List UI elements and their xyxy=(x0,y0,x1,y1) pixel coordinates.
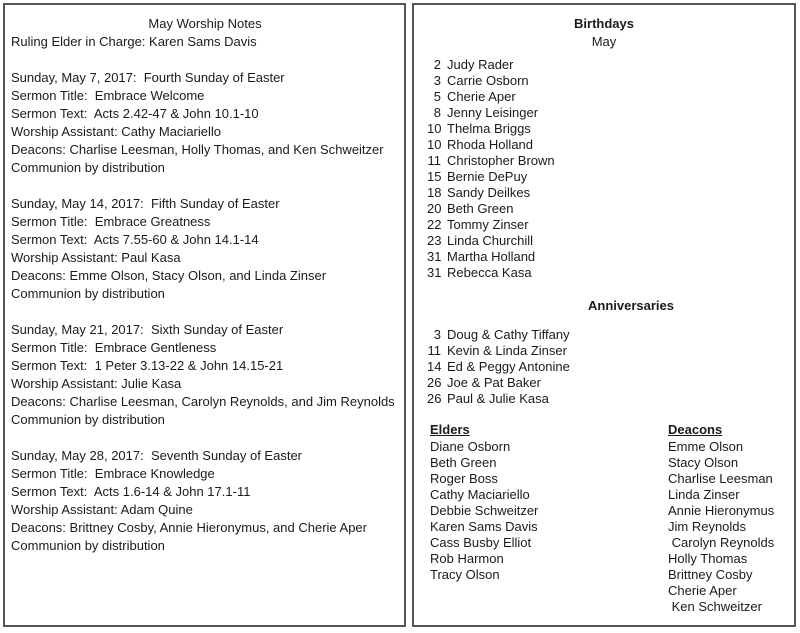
deacons-line: Deacons: Emme Olson, Stacy Olson, and Linda Zinser xyxy=(11,268,327,283)
birthday-item xyxy=(427,121,794,137)
deacon-name: Emme Olson xyxy=(668,439,744,454)
birthday-item xyxy=(427,169,794,185)
deacon-name: Annie Hieronymus xyxy=(668,503,775,518)
birthday-day: 8 xyxy=(433,105,441,120)
ruling-elder-line: Ruling Elder in Charge: Karen Sams Davis xyxy=(11,34,257,49)
deacon-name: Ken Schweitzer xyxy=(668,599,762,614)
birthday-item xyxy=(427,201,794,217)
birthdays-list xyxy=(427,57,794,281)
birthday-day: 31 xyxy=(427,249,442,264)
service-date-line: Sunday, May 28, 2017: Seventh Sunday of Easter xyxy=(11,448,303,463)
birthdays-month: May xyxy=(591,34,617,49)
birthday-item xyxy=(427,217,794,233)
sermon-title-line: Sermon Title: Embrace Gentleness xyxy=(11,340,217,355)
birthdays-heading: Birthdays xyxy=(574,16,634,31)
elder-name: Rob Harmon xyxy=(430,551,504,566)
birthday-item xyxy=(427,249,794,265)
service-block xyxy=(11,69,399,177)
birthday-day: 20 xyxy=(427,201,442,216)
birthday-name: Carrie Osborn xyxy=(447,73,529,88)
birthday-item xyxy=(427,57,794,73)
communion-line: Communion by distribution xyxy=(11,538,165,553)
birthday-name: Christopher Brown xyxy=(447,153,555,168)
anniversary-day: 26 xyxy=(427,375,442,390)
birthday-day: 18 xyxy=(427,185,442,200)
deacon-name: Brittney Cosby xyxy=(668,567,753,582)
birthday-item xyxy=(427,265,794,281)
service-block xyxy=(11,321,399,429)
anniversary-day: 26 xyxy=(427,391,442,406)
sermon-title-line: Sermon Title: Embrace Welcome xyxy=(11,88,205,103)
sermon-text-line: Sermon Text: Acts 7.55-60 & John 14.1-14 xyxy=(11,232,259,247)
service-block xyxy=(11,195,399,303)
deacons-heading: Deacons xyxy=(668,422,723,437)
birthday-name: Sandy Deilkes xyxy=(447,185,531,200)
elder-name: Tracy Olson xyxy=(430,567,500,582)
elder-name: Cass Busby Elliot xyxy=(430,535,532,550)
birthday-name: Bernie DePuy xyxy=(447,169,528,184)
birthday-day: 3 xyxy=(433,73,441,88)
deacon-name: Carolyn Reynolds xyxy=(668,535,775,550)
birthday-name: Linda Churchill xyxy=(447,233,533,248)
anniversary-item xyxy=(427,359,794,375)
anniversary-day: 3 xyxy=(433,327,441,342)
birthday-day: 10 xyxy=(427,137,442,152)
birthday-item xyxy=(427,137,794,153)
anniversary-name: Joe & Pat Baker xyxy=(447,375,541,390)
service-block xyxy=(11,447,399,555)
elder-name: Roger Boss xyxy=(430,471,498,486)
birthday-day: 23 xyxy=(427,233,442,248)
service-date-line: Sunday, May 21, 2017: Sixth Sunday of Easter xyxy=(11,322,284,337)
birthday-item xyxy=(427,89,794,105)
birthday-item xyxy=(427,185,794,201)
deacon-name: Cherie Aper xyxy=(668,583,737,598)
elder-name: Diane Osborn xyxy=(430,439,511,454)
service-date-line: Sunday, May 14, 2017: Fifth Sunday of Easter xyxy=(11,196,280,211)
worship-assistant-line: Worship Assistant: Julie Kasa xyxy=(11,376,182,391)
birthday-name: Judy Rader xyxy=(447,57,514,72)
elder-name: Cathy Maciariello xyxy=(430,487,530,502)
service-date-line: Sunday, May 7, 2017: Fourth Sunday of Easter xyxy=(11,70,285,85)
birthday-day: 5 xyxy=(433,89,441,104)
deacon-name: Stacy Olson xyxy=(668,455,739,470)
sermon-title-line: Sermon Title: Embrace Knowledge xyxy=(11,466,215,481)
anniversary-name: Doug & Cathy Tiffany xyxy=(447,327,570,342)
birthday-name: Cherie Aper xyxy=(447,89,516,104)
elder-name: Debbie Schweitzer xyxy=(430,503,539,518)
worship-assistant-line: Worship Assistant: Paul Kasa xyxy=(11,250,181,265)
anniversaries-heading: Anniversaries xyxy=(588,298,674,313)
communion-line: Communion by distribution xyxy=(11,160,165,175)
anniversary-item xyxy=(427,375,794,391)
anniversary-day: 14 xyxy=(427,359,442,374)
birthday-name: Jenny Leisinger xyxy=(447,105,539,120)
birthday-day: 22 xyxy=(427,217,442,232)
elders-heading: Elders xyxy=(430,422,470,437)
birthday-name: Rhoda Holland xyxy=(447,137,534,152)
birthday-day: 10 xyxy=(427,121,442,136)
birthday-name: Thelma Briggs xyxy=(447,121,531,136)
anniversary-name: Paul & Julie Kasa xyxy=(447,391,549,406)
birthday-item xyxy=(427,153,794,169)
birthday-name: Rebecca Kasa xyxy=(447,265,532,280)
officers-section xyxy=(414,421,794,615)
deacons-line: Deacons: Charlise Leesman, Carolyn Reynolds, and Jim Reynolds xyxy=(11,394,395,409)
worship-notes-title: May Worship Notes xyxy=(148,16,262,31)
birthday-item xyxy=(427,105,794,121)
worship-assistant-line: Worship Assistant: Adam Quine xyxy=(11,502,193,517)
birthday-name: Martha Holland xyxy=(447,249,536,264)
deacon-name: Holly Thomas xyxy=(668,551,748,566)
sermon-text-line: Sermon Text: 1 Peter 3.13-22 & John 14.15-21 xyxy=(11,358,284,373)
birthday-day: 31 xyxy=(427,265,442,280)
birthday-day: 2 xyxy=(433,57,441,72)
sermon-text-line: Sermon Text: Acts 1.6-14 & John 17.1-11 xyxy=(11,484,251,499)
worship-assistant-line: Worship Assistant: Cathy Maciariello xyxy=(11,124,222,139)
elder-name: Beth Green xyxy=(430,455,497,470)
deacon-name: Charlise Leesman xyxy=(668,471,773,486)
birthday-name: Beth Green xyxy=(447,201,514,216)
deacons-line: Deacons: Brittney Cosby, Annie Hieronymus, and Cherie Aper xyxy=(11,520,367,535)
deacon-name: Jim Reynolds xyxy=(668,519,747,534)
birthday-item xyxy=(427,233,794,249)
anniversaries-list xyxy=(427,327,794,407)
anniversary-day: 11 xyxy=(427,343,441,358)
birthday-item xyxy=(427,73,794,89)
anniversary-name: Kevin & Linda Zinser xyxy=(447,343,567,358)
worship-notes-panel xyxy=(3,3,406,627)
birthday-day: 11 xyxy=(427,153,441,168)
anniversary-item xyxy=(427,343,794,359)
birthday-day: 15 xyxy=(427,169,442,184)
deacons-column xyxy=(668,421,788,615)
communion-line: Communion by distribution xyxy=(11,286,165,301)
deacons-line: Deacons: Charlise Leesman, Holly Thomas, and Ken Schweitzer xyxy=(11,142,384,157)
sermon-title-line: Sermon Title: Embrace Greatness xyxy=(11,214,211,229)
birthday-name: Tommy Zinser xyxy=(447,217,529,232)
anniversary-item xyxy=(427,327,794,343)
elder-name: Karen Sams Davis xyxy=(430,519,538,534)
deacon-name: Linda Zinser xyxy=(668,487,740,502)
anniversary-item xyxy=(427,391,794,407)
anniversary-name: Ed & Peggy Antonine xyxy=(447,359,570,374)
communion-line: Communion by distribution xyxy=(11,412,165,427)
sermon-text-line: Sermon Text: Acts 2.42-47 & John 10.1-10 xyxy=(11,106,259,121)
celebrations-panel xyxy=(412,3,796,627)
elders-column xyxy=(430,421,668,615)
